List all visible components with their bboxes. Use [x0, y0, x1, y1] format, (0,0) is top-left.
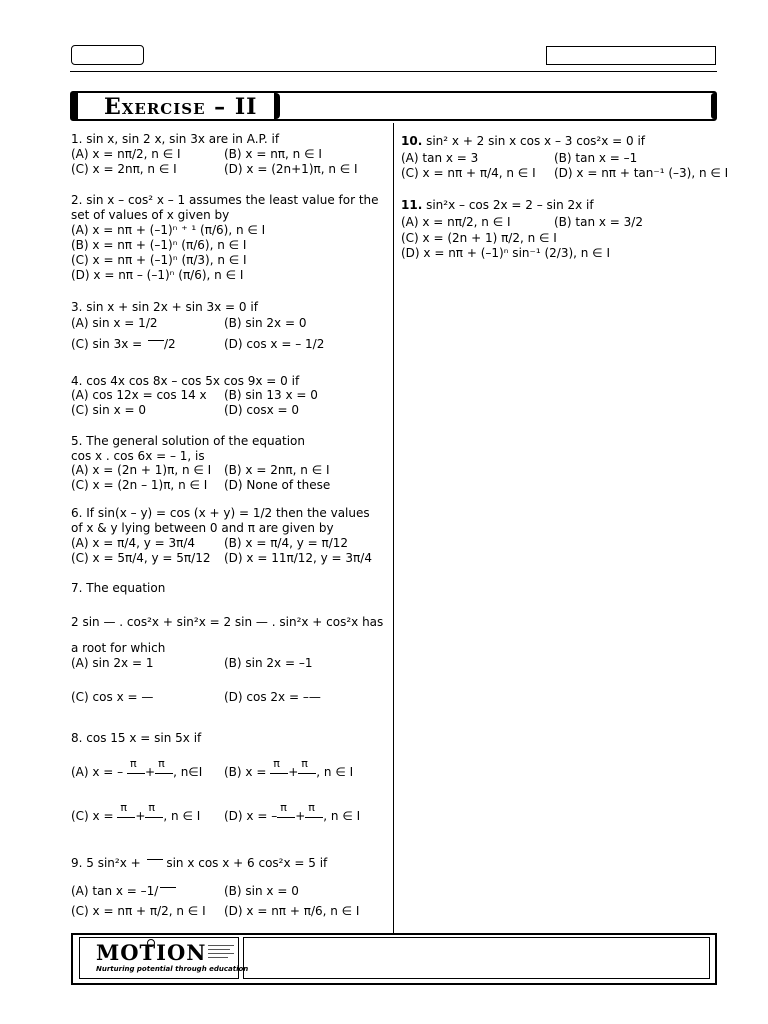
question-1-options-row-1 [71, 147, 322, 162]
option-a: (A) x = (2n + 1)π, n ∈ I [71, 463, 212, 477]
fraction [145, 800, 163, 824]
fraction-bar [117, 817, 135, 818]
option-a-text: (A) tan x = –1/ [71, 884, 159, 898]
option-c: (C) x = 5π/4, y = 5π/12 [71, 551, 211, 565]
fraction-numerator: π [158, 756, 165, 770]
question-number: 11. [401, 198, 423, 212]
option-b: (B) x = π + π , n ∈ I [224, 756, 354, 779]
header-left-box [71, 45, 144, 65]
option-d: (D) x = (2n+1)π, n ∈ I [224, 162, 358, 176]
question-6-stem: 6. If sin(x – y) = cos (x + y) = 1/2 then the values [71, 506, 370, 520]
fraction-numerator: π [120, 800, 127, 814]
option-a: (A) x = π/4, y = 3π/4 [71, 536, 196, 550]
question-9-options-row-1 [71, 884, 299, 899]
question-1-stem: 1. sin x, sin 2 x, sin 3x are in A.P. if [71, 132, 280, 146]
option-c: (C) x = π + π , n ∈ I [71, 800, 201, 823]
fraction-bar [305, 817, 323, 818]
option-a [71, 884, 176, 898]
option-c-text: (C) sin 3x = [71, 337, 146, 351]
fraction-bar [127, 773, 145, 774]
question-10-stem-text: sin² x + 2 sin x cos x – 3 cos²x = 0 if [422, 134, 646, 148]
question-9-stem-text: 9. 5 sin²x + [71, 856, 145, 870]
option-b: (B) x = 2nπ, n ∈ I [224, 463, 330, 477]
fraction-bar [277, 817, 295, 818]
question-8-stem: 8. cos 15 x = sin 5x if [71, 731, 202, 745]
option-d: (D) cosx = 0 [224, 403, 300, 417]
option-a-text: (A) x = – [71, 765, 124, 779]
question-9-stem-text: sin x cos x + 6 cos²x = 5 if [162, 856, 328, 870]
question-11-options-row-1 [401, 215, 643, 230]
option-c: (C) x = (2n – 1)π, n ∈ I [71, 478, 208, 492]
option-b: (B) tan x = 3/2 [554, 215, 643, 229]
option-d: (D) cos x = – 1/2 [224, 337, 325, 351]
sqrt-radical-icon [148, 340, 164, 353]
option-d: (D) x = nπ + π/6, n ∈ I [224, 904, 360, 918]
option-c: (C) x = nπ + π/4, n ∈ I [401, 166, 536, 180]
title-bar-cap [711, 93, 715, 119]
fraction-numerator: π [301, 756, 308, 770]
question-7-equation: 2 sin — . cos²x + sin²x = 2 sin — . sin²x + cos²x has [71, 615, 384, 629]
column-divider [393, 123, 394, 933]
question-4-options-row-1 [71, 388, 318, 403]
question-1-options-row-2 [71, 162, 358, 177]
option-a: (A) x = nπ + (–1)ⁿ ⁺ ¹ (π/6), n ∈ I [71, 223, 266, 237]
fraction-numerator: π [308, 800, 315, 814]
fraction [127, 756, 145, 780]
option-d-text: (D) x = – [224, 809, 278, 823]
sqrt-radical-icon [160, 887, 176, 900]
option-d: (D) x = nπ – (–1)ⁿ (π/6), n ∈ I [71, 268, 244, 282]
option-b: (B) sin 13 x = 0 [224, 388, 318, 402]
question-7-options-row-2 [71, 690, 321, 705]
title-bar-divider [274, 93, 280, 119]
question-11-stem-text: sin²x – cos 2x = 2 – sin 2x if [422, 198, 594, 212]
option-c-text: , n ∈ I [163, 809, 201, 823]
fraction [117, 800, 135, 824]
option-d: (D) x = – π + π , n ∈ I [224, 800, 361, 823]
fraction [155, 756, 173, 780]
option-a: (A) tan x = 3 [401, 151, 479, 165]
question-8-options-row-2 [71, 800, 361, 824]
fraction [270, 756, 288, 780]
option-c: (C) x = nπ + π/2, n ∈ I [71, 904, 206, 918]
fraction [277, 800, 295, 824]
option-a: (A) sin 2x = 1 [71, 656, 154, 670]
exercise-title-bar [70, 91, 717, 121]
option-b: (B) sin 2x = –1 [224, 656, 313, 670]
exercise-title: Exercise – II [104, 94, 258, 120]
option-b-text: (B) x = [224, 765, 267, 779]
question-5-stem-cont: cos x . cos 6x = – 1, is [71, 449, 205, 463]
question-2-stem: 2. sin x – cos² x – 1 assumes the least value for the [71, 193, 379, 207]
option-a-text: , n∈I [173, 765, 203, 779]
fraction [298, 756, 316, 780]
option-c: (C) x = (2n + 1) π/2, n ∈ I [401, 231, 557, 245]
fraction-bar [298, 773, 316, 774]
logo-emblem-icon [146, 938, 156, 948]
motion-logo: MOTION [96, 940, 207, 965]
option-c: (C) cos x = — [71, 690, 154, 704]
question-9-stem [71, 856, 327, 871]
option-c-text: (C) x = [71, 809, 114, 823]
question-5-options-row-1 [71, 463, 330, 478]
logo-fineprint-icon [208, 944, 236, 964]
option-b: (B) sin x = 0 [224, 884, 299, 898]
question-8-options-row-1 [71, 756, 354, 780]
fraction-numerator: π [273, 756, 280, 770]
question-3-options-row-2 [71, 337, 325, 352]
option-d: (D) None of these [224, 478, 331, 492]
title-bar-cap [72, 93, 78, 119]
question-3-stem: 3. sin x + sin 2x + sin 3x = 0 if [71, 300, 258, 314]
question-5-options-row-2 [71, 478, 331, 493]
option-a: (A) x = nπ/2, n ∈ I [71, 147, 181, 161]
fraction-bar [155, 773, 173, 774]
fraction-numerator: π [280, 800, 287, 814]
question-6-stem-cont: of x & y lying between 0 and π are given by [71, 521, 334, 535]
option-c: (C) x = nπ + (–1)ⁿ (π/3), n ∈ I [71, 253, 247, 267]
option-c: (C) x = 2nπ, n ∈ I [71, 162, 177, 176]
question-5-stem: 5. The general solution of the equation [71, 434, 305, 448]
question-3-options-row-1 [71, 316, 307, 331]
option-b: (B) x = nπ, n ∈ I [224, 147, 322, 161]
question-10-stem [401, 134, 645, 149]
option-b: (B) tan x = –1 [554, 151, 638, 165]
question-10-options-row-2 [401, 166, 729, 181]
fraction-bar [145, 817, 163, 818]
question-4-options-row-2 [71, 403, 300, 418]
header-rule [70, 71, 717, 72]
question-11-stem [401, 198, 594, 213]
question-7-stem-cont: a root for which [71, 641, 166, 655]
footer-right-box [243, 937, 710, 979]
option-d: (D) x = 11π/12, y = 3π/4 [224, 551, 372, 565]
option-b: (B) x = π/4, y = π/12 [224, 536, 349, 550]
option-d: (D) x = nπ + (–1)ⁿ sin⁻¹ (2/3), n ∈ I [401, 246, 610, 260]
question-4-stem: 4. cos 4x cos 8x – cos 5x cos 9x = 0 if [71, 374, 300, 388]
question-number: 10. [401, 134, 423, 148]
question-7-options-row-1 [71, 656, 313, 671]
question-9-options-row-2 [71, 904, 360, 919]
option-d: (D) x = nπ + tan⁻¹ (–3), n ∈ I [554, 166, 729, 180]
header-right-box [546, 46, 716, 65]
option-b-text: , n ∈ I [316, 765, 354, 779]
option-a: (A) cos 12x = cos 14 x [71, 388, 207, 402]
question-6-options-row-1 [71, 536, 349, 551]
fraction-numerator: π [148, 800, 156, 814]
option-c [71, 337, 176, 351]
option-a: (A) sin x = 1/2 [71, 316, 158, 330]
option-c: (C) sin x = 0 [71, 403, 146, 417]
question-2-stem-cont: set of values of x given by [71, 208, 230, 222]
question-6-options-row-2 [71, 551, 372, 566]
option-a: (A) x = nπ/2, n ∈ I [401, 215, 511, 229]
option-a: (A) x = – π + π , n∈I [71, 756, 203, 779]
fraction-numerator: π [130, 756, 137, 770]
option-d-text: , n ∈ I [323, 809, 361, 823]
logo-tagline: Nurturing potential through education [96, 965, 249, 973]
question-10-options-row-1 [401, 151, 638, 166]
option-b: (B) x = nπ + (–1)ⁿ (π/6), n ∈ I [71, 238, 247, 252]
question-7-stem: 7. The equation [71, 581, 166, 595]
fraction [305, 800, 323, 824]
option-c-text: /2 [163, 337, 176, 351]
fraction-bar [270, 773, 288, 774]
option-b: (B) sin 2x = 0 [224, 316, 307, 330]
sqrt-radical-icon [147, 859, 163, 872]
option-d: (D) cos 2x = –— [224, 690, 321, 704]
